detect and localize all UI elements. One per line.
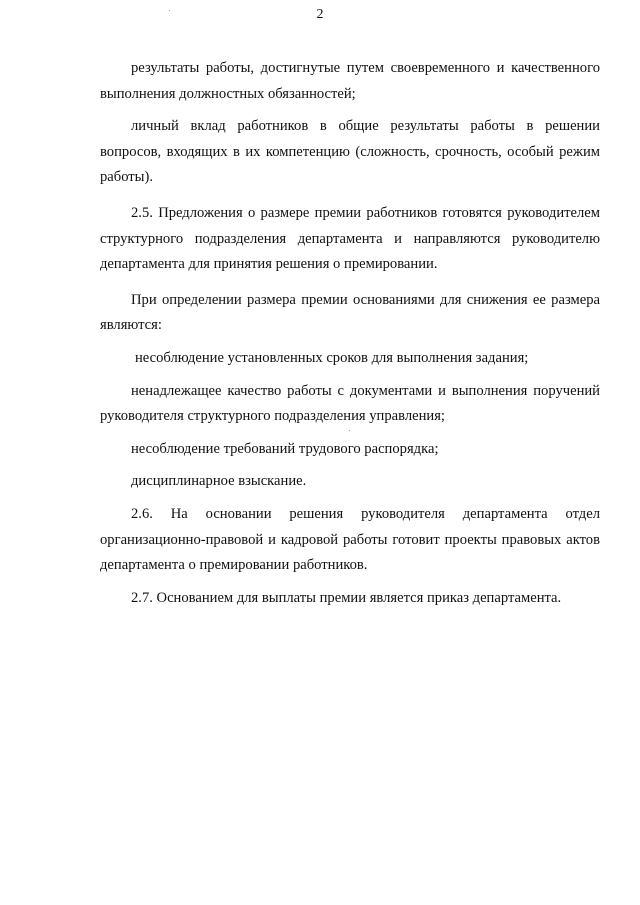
paragraph-2-7-basis: 2.7. Основанием для выплаты премии является приказ департамента. — [131, 589, 562, 606]
list-item-disciplinary: дисциплинарное взыскание. — [131, 473, 307, 490]
list-item-deadlines: несоблюдение установленных сроков для выполнения задания; — [135, 349, 529, 366]
paragraph-personal-contribution: личный вклад работников в общие результаты работы в решении вопросов, входящих в их компетенцию (сложность, срочность, особый режим работы). — [100, 118, 600, 186]
paragraph-reduction-grounds: При определении размера премии основаниями для снижения ее размера являются: — [100, 291, 600, 334]
page-number: 2 — [316, 7, 324, 22]
paragraph-results-of-work: результаты работы, достигнутые путем своевременного и качественного выполнения должностных обязанностей; — [100, 60, 600, 102]
paragraph-2-6-decision: 2.6. На основании решения руководителя департамента отдел организационно-правовой и кадровой работы готовит проекты правовых актов департамента о премировании работников. — [100, 505, 600, 574]
list-item-quality: ненадлежащее качество работы с документами и выполнения поручений руководителя структурного подразделения управления; — [100, 382, 600, 425]
paragraph-2-5-proposals: 2.5. Предложения о размере премии работников готовятся руководителем структурного подразделения департамента и направляются руководителю департамента для принятия решения о премировании. — [100, 204, 600, 273]
document-body — [100, 56, 600, 618]
list-item-work-schedule: несоблюдение требований трудового распорядка; — [131, 440, 439, 457]
